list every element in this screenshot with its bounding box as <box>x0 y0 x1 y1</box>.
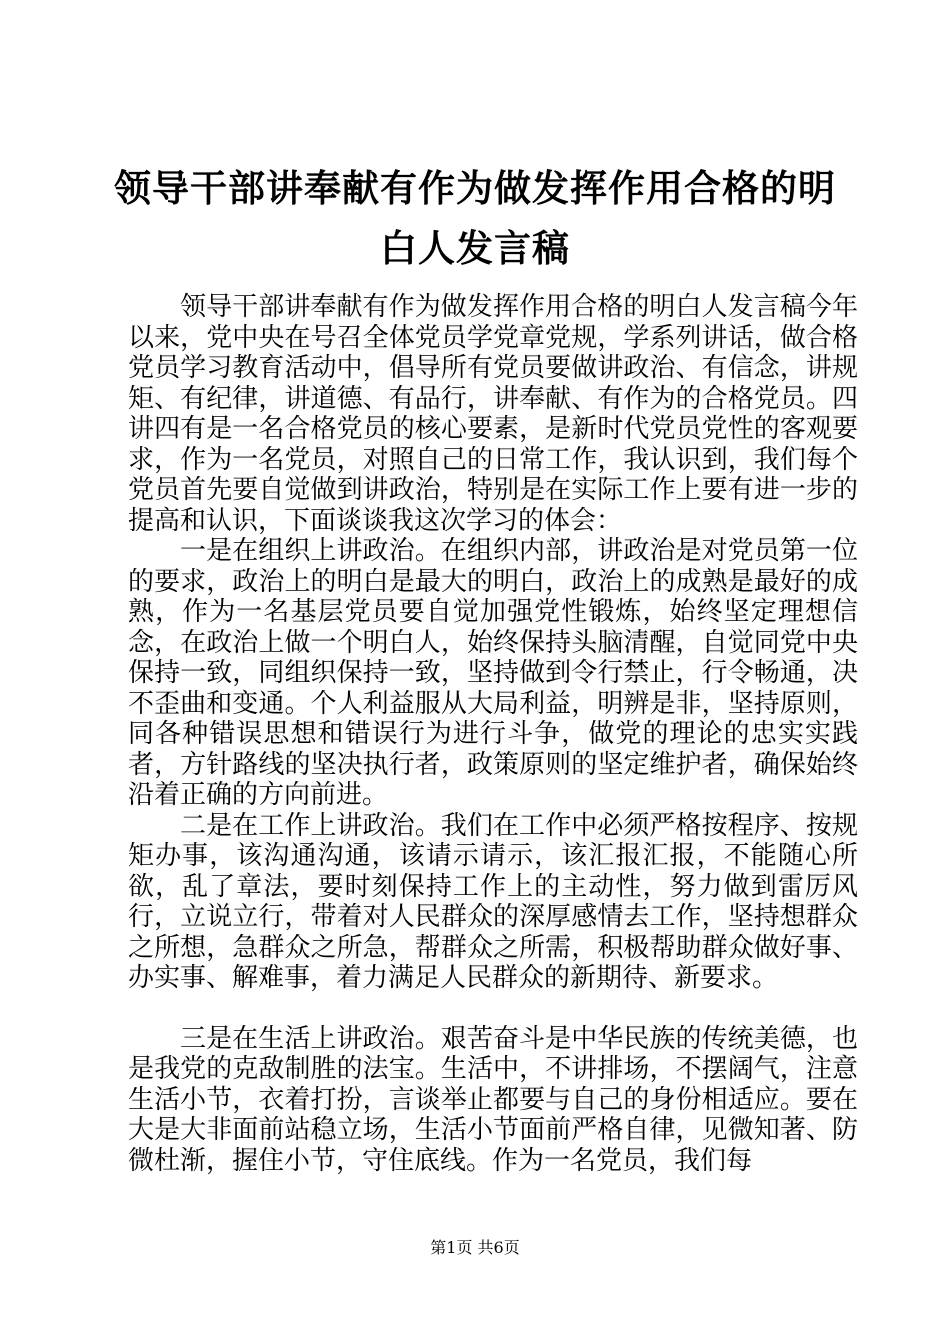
paragraph-life: 三是在生活上讲政治。艰苦奋斗是中华民族的传统美德，也是我党的克敌制胜的法宝。生活中，不讲排场，不摆阔气，注意生活小节，衣着打扮，言谈举止都要与自己的身份相适应。要在大是大非面前站稳立场，生活小节面前严格自律，见微知著、防微杜渐，握住小节，守住底线。作为一名党员，我们每 <box>128 1023 858 1176</box>
document-title: 领导干部讲奉献有作为做发挥作用合格的明白人发言稿 <box>114 166 836 270</box>
paragraph-work: 二是在工作上讲政治。我们在工作中必须严格按程序、按规矩办事，该沟通沟通，该请示请示，该汇报汇报，不能随心所欲，乱了章法，要时刻保持工作上的主动性，努力做到雷厉风行，立说立行，带着对人民群众的深厚感情去工作，坚持想群众之所想，急群众之所急，帮群众之所需，积极帮助群众做好事、办实事、解难事，着力满足人民群众的新期待、新要求。 <box>128 810 858 993</box>
paragraph-intro: 领导干部讲奉献有作为做发挥作用合格的明白人发言稿今年以来，党中央在号召全体党员学党章党规，学系列讲话，做合格党员学习教育活动中，倡导所有党员要做讲政治、有信念，讲规矩、有纪律，讲道德、有品行，讲奉献、有作为的合格党员。四讲四有是一名合格党员的核心要素，是新时代党员党性的客观要求，作为一名党员，对照自己的日常工作，我认识到，我们每个党员首先要自觉做到讲政治，特别是在实际工作上要有进一步的提高和认识，下面谈谈我这次学习的体会： <box>128 292 858 536</box>
document-body <box>128 292 858 1176</box>
page-footer: 第1页 共6页 <box>430 1238 520 1257</box>
paragraph-organization: 一是在组织上讲政治。在组织内部，讲政治是对党员第一位的要求，政治上的明白是最大的明白，政治上的成熟是最好的成熟，作为一名基层党员要自觉加强党性锻炼，始终坚定理想信念，在政治上做一个明白人，始终保持头脑清醒，自觉同党中央保持一致，同组织保持一致，坚持做到令行禁止，行令畅通，决不歪曲和变通。个人利益服从大局利益，明辨是非，坚持原则，同各种错误思想和错误行为进行斗争，做党的理论的忠实实践者，方针路线的坚决执行者，政策原则的坚定维护者，确保始终沿着正确的方向前进。 <box>128 536 858 810</box>
